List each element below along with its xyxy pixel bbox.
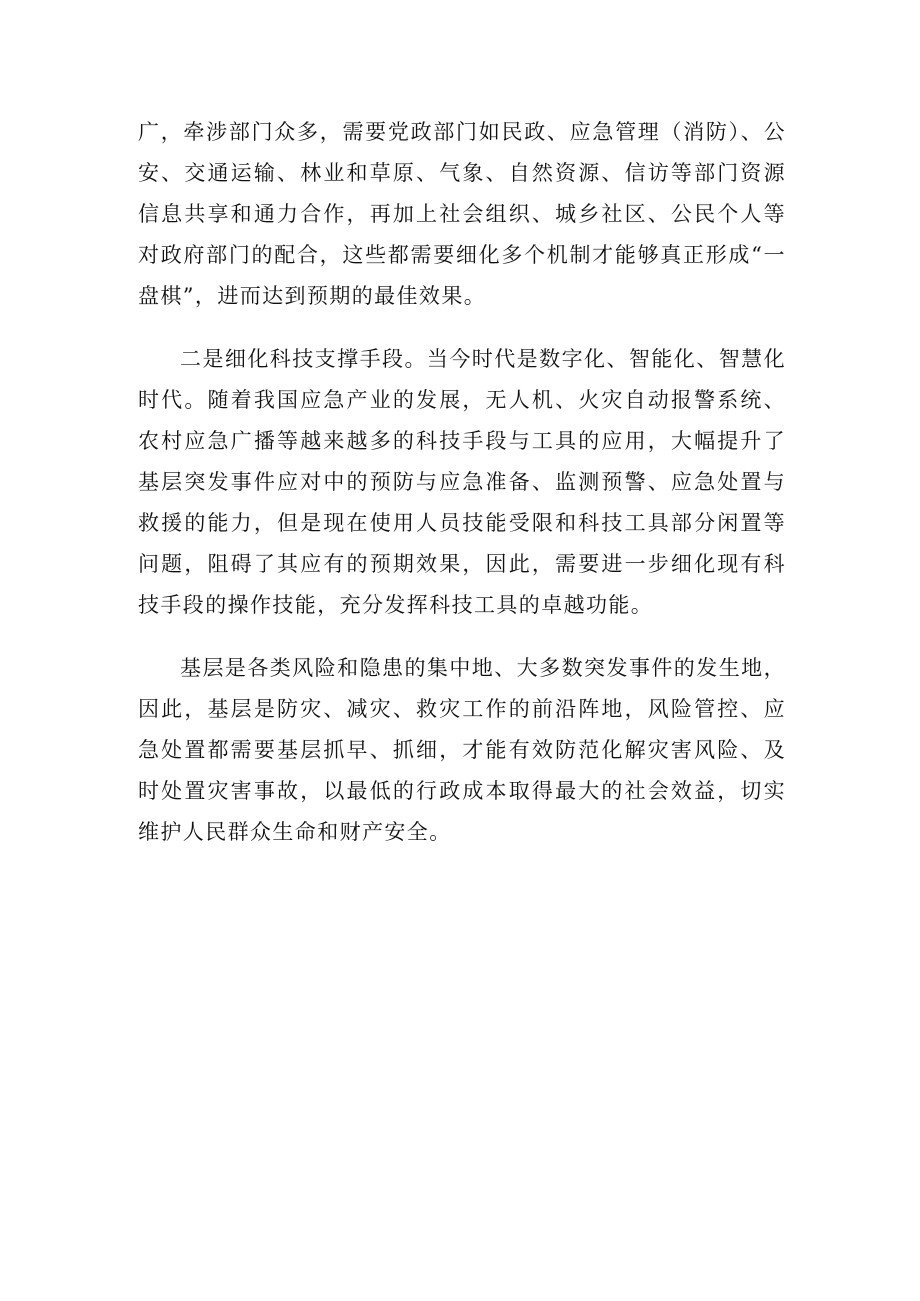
- paragraph-continuation: 广，牵涉部门众多，需要党政部门如民政、应急管理（消防）、公安、交通运输、林业和草原、气象、自然资源、信访等部门资源信息共享和通力合作，再加上社会组织、城乡社区、公民个人等对政府部门的配合，这些都需要细化多个机制才能够真正形成“一盘棋”，进而达到预期的最佳效果。: [138, 120, 786, 308]
- paragraph-grassroots: 基层是各类风险和隐患的集中地、大多数突发事件的发生地，因此，基层是防灾、减灾、救灾工作的前沿阵地，风险管控、应急处置都需要基层抓早、抓细，才能有效防范化解灾害风险、及时处置灾害事故，以最低的行政成本取得最大的社会效益，切实维护人民群众生命和财产安全。: [138, 656, 786, 844]
- document-body: [138, 112, 786, 853]
- paragraph-tech-support: 二是细化科技支撑手段。当今时代是数字化、智能化、智慧化时代。随着我国应急产业的发展，无人机、火灾自动报警系统、农村应急广播等越来越多的科技手段与工具的应用，大幅提升了基层突发事件应对中的预防与应急准备、监测预警、应急处置与救援的能力，但是现在使用人员技能受限和科技工具部分闲置等问题，阻碍了其应有的预期效果，因此，需要进一步细化现有科技手段的操作技能，充分发挥科技工具的卓越功能。: [138, 347, 786, 617]
